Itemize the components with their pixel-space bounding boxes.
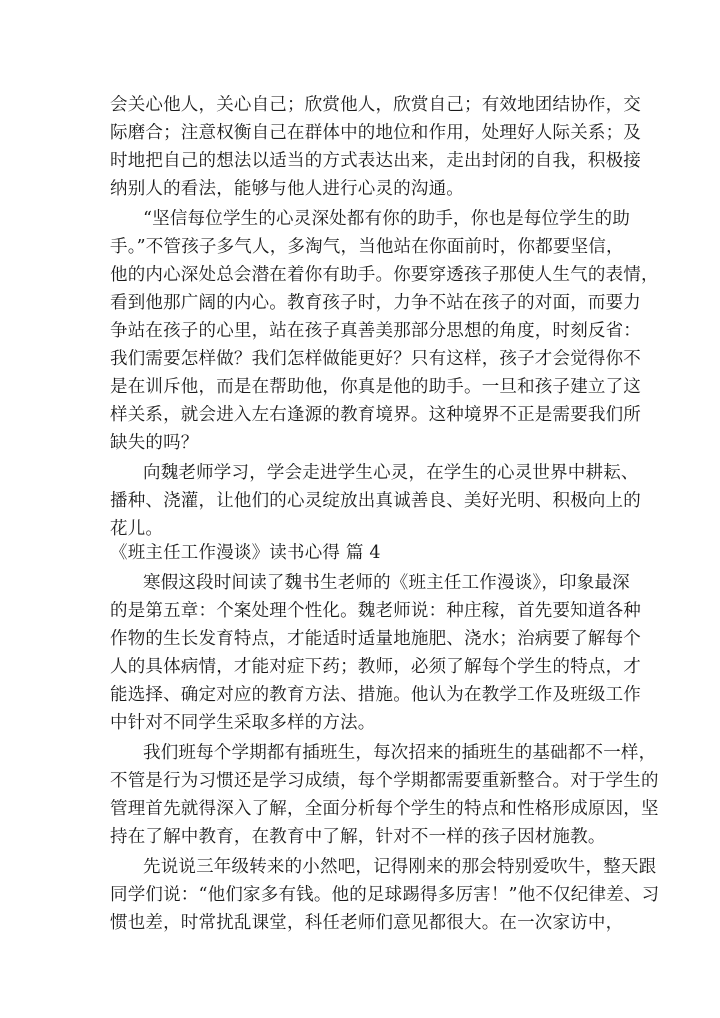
paragraph-line: 中针对不同学生采取多样的方法。 (110, 713, 376, 733)
paragraph-line: 能选择、确定对应的教育方法、措施。他认为在教学工作及班级工作 (110, 685, 641, 705)
paragraph-line: 时地把自己的想法以适当的方式表达出来，走出封闭的自我，积极接 (110, 151, 641, 171)
paragraph-line: 缺失的吗？ (110, 433, 199, 453)
paragraph-line: 争站在孩子的心里，站在孩子真善美那部分思想的角度，时刻反省： (110, 321, 641, 341)
paragraph-line: 持在了解中教育，在教育中了解，针对不一样的孩子因材施教。 (110, 827, 606, 847)
paragraph-line: 纳别人的看法，能够与他人进行心灵的沟通。 (110, 179, 464, 199)
paragraph-line: 花儿。 (110, 519, 164, 539)
paragraph-line: 作物的生长发育特点，才能适时适量地施肥、浇水；治病要了解每个 (110, 629, 641, 649)
paragraph-line: 际磨合；注意权衡自己在群体中的地位和作用，处理好人际关系；及 (110, 123, 641, 143)
paragraph-line: 是在训斥他，而是在帮助他，你真是他的助手。一旦和孩子建立了这 (110, 377, 641, 397)
paragraph-line: 播种、浇灌，让他们的心灵绽放出真诚善良、美好光明、积极向上的 (110, 491, 641, 511)
paragraph-line: 手。”不管孩子多气人，多淘气，当他站在你面前时，你都要坚信， (110, 237, 624, 257)
paragraph-line: 惯也差，时常扰乱课堂，科任老师们意见都很大。在一次家访中， (110, 913, 624, 933)
section-heading: 《班主任工作漫谈》读书心得 篇 4 (110, 543, 381, 563)
paragraph-line: 人的具体病情，才能对症下药；教师，必须了解每个学生的特点，才 (110, 657, 641, 677)
paragraph-line: 我们需要怎样做？我们怎样做能更好？只有这样，孩子才会觉得你不 (110, 349, 641, 369)
paragraph-line: 先说说三年级转来的小然吧，记得刚来的那会特别爱吹牛，整天跟 (143, 857, 657, 877)
paragraph-line: 我们班每个学期都有插班生，每次招来的插班生的基础都不一样， (143, 743, 657, 763)
paragraph-line: 他的内心深处总会潜在着你有助手。你要穿透孩子那使人生气的表情， (110, 265, 659, 285)
paragraph-line: 不管是行为习惯还是学习成绩，每个学期都需要重新整合。对于学生的 (110, 771, 659, 791)
paragraph-line: 管理首先就得深入了解，全面分析每个学生的特点和性格形成原因，坚 (110, 799, 659, 819)
paragraph-line: 看到他那广阔的内心。教育孩子时，力争不站在孩子的对面，而要力 (110, 293, 641, 313)
paragraph-line: 样关系，就会进入左右逢源的教育境界。这种境界不正是需要我们所 (110, 405, 641, 425)
paragraph-line: “坚信每位学生的心灵深处都有你的助手，你也是每位学生的助 (143, 209, 631, 229)
paragraph-line: 的是第五章：个案处理个性化。魏老师说：种庄稼，首先要知道各种 (110, 601, 641, 621)
paragraph-line: 向魏老师学习，学会走进学生心灵，在学生的心灵世界中耕耘、 (143, 463, 639, 483)
paragraph-line: 同学们说：“他们家多有钱。他的足球踢得多厉害！”他不仅纪律差、习 (110, 885, 660, 905)
paragraph-line: 会关心他人，关心自己；欣赏他人，欣赏自己；有效地团结协作，交 (110, 95, 641, 115)
paragraph-line: 寒假这段时间读了魏书生老师的《班主任工作漫谈》，印象最深 (143, 573, 630, 593)
